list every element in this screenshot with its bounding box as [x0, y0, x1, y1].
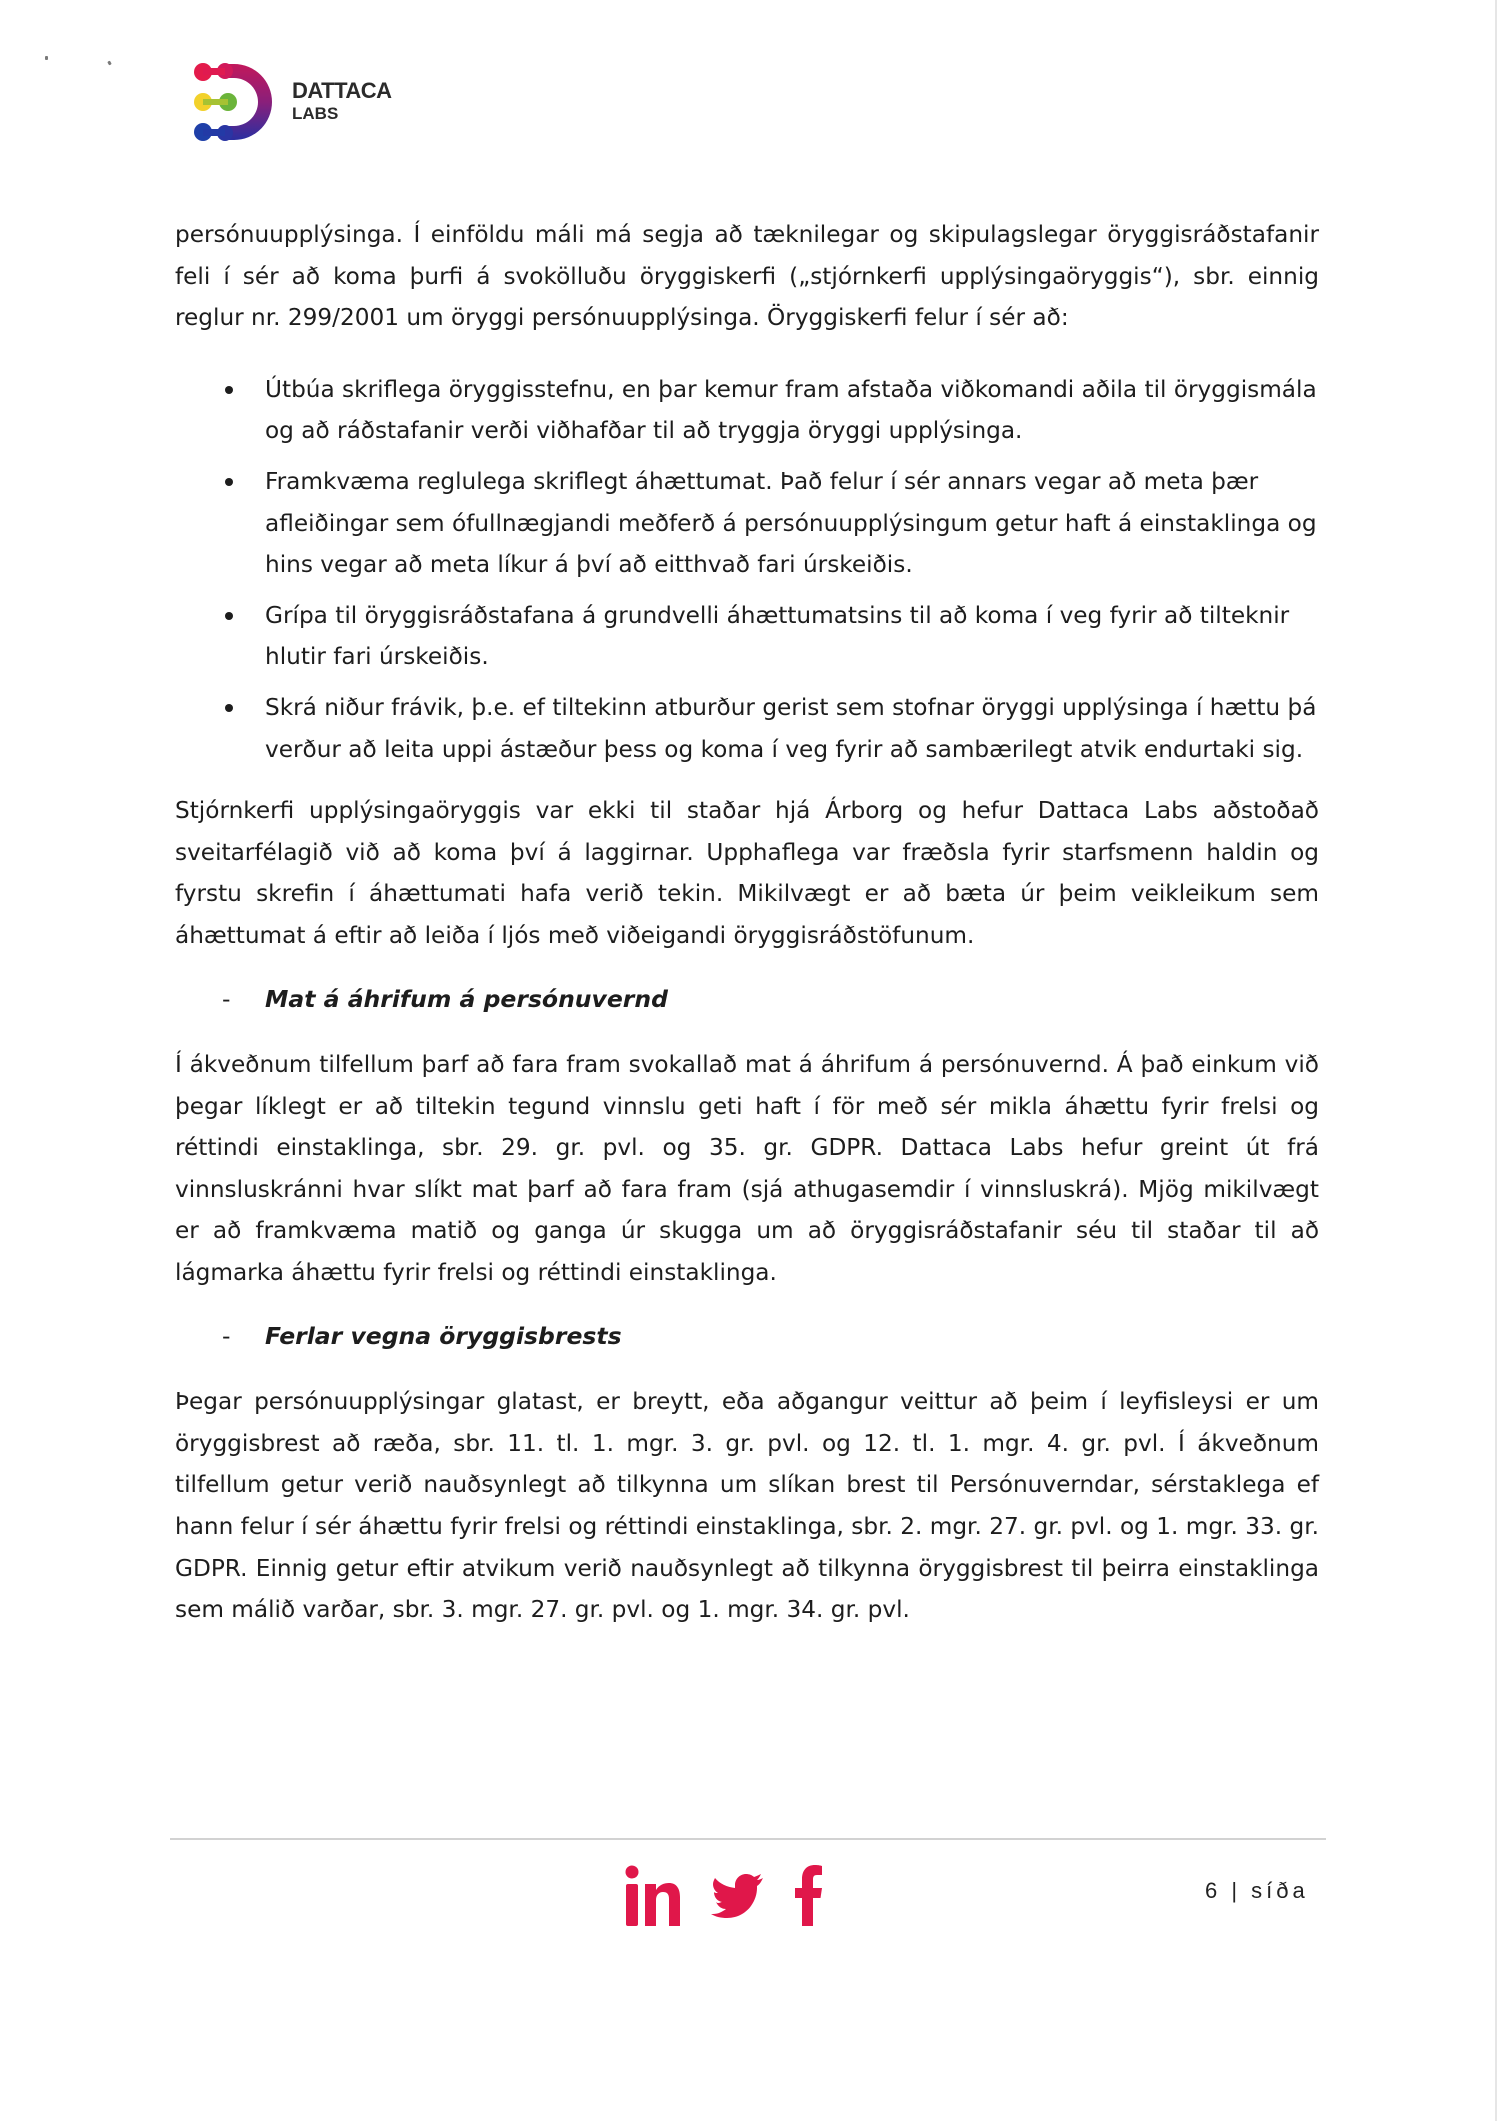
section-heading-breach-procedures	[175, 1316, 1319, 1358]
document-body	[175, 214, 1319, 1631]
heading-text: Mat á áhrifum á persónuvernd	[265, 984, 668, 1013]
page-number: 6 | síða	[1205, 1878, 1309, 1903]
list-item-text: Grípa til öryggisráðstafana á grundvelli áhættumatsins til að koma í veg fyrir að tilteknir hlutir fari úrskeiðis.	[265, 601, 1290, 671]
list-item	[265, 595, 1319, 678]
logo-brand-name: DATTACA	[292, 78, 392, 103]
paragraph-breach-procedures: Þegar persónuupplýsingar glatast, er breytt, eða aðgangur veittur að þeim í leyfisleysi er um öryggisbrest að ræða, sbr. 11. tl. 1. mgr. 3. gr. pvl. og 12. tl. 1. mgr. 4. gr. pvl. Í ákveðnum tilfellum getur verið nauðsynlegt að tilkynna um slíkan brest til Persónuverndar, sérstaklega ef hann felur í sér áhættu fyrir frelsi og réttindi einstaklinga, sbr. 2. mgr. 27. gr. pvl. og 1. mgr. 33. gr. GDPR. Einnig getur eftir atvikum verið nauðsynlegt að tilkynna öryggisbrest til þeirra einstaklinga sem málið varðar, sbr. 3. mgr. 27. gr. pvl. og 1. mgr. 34. gr. pvl.	[175, 1388, 1319, 1624]
paragraph-intro: persónuupplýsinga. Í einföldu máli má segja að tæknilegar og skipulagslegar öryggisráðstafanir feli í sér að koma þurfi á svokölluðu öryggiskerfi („stjórnkerfi upplýsingaöryggis“), sbr. einnig reglur nr. 299/2001 um öryggi persónuupplýsinga. Öryggiskerfi felur í sér að:	[175, 221, 1319, 332]
company-logo	[192, 62, 422, 144]
paragraph-impact-assessment: Í ákveðnum tilfellum þarf að fara fram svokallað mat á áhrifum á persónuvernd. Á það einkum við þegar líklegt er að tiltekin tegund vinnslu geti haft í för með sér mikla áhættu fyrir frelsi og réttindi einstaklinga, sbr. 29. gr. pvl. og 35. gr. GDPR. Dattaca Labs hefur greint út frá vinnsluskránni hvar slíkt mat þarf að fara fram (sjá athugasemdir í vinnsluskrá). Mjög mikilvægt er að framkvæma matið og ganga úr skugga um að öryggisráðstafanir séu til staðar til að lágmarka áhættu fyrir frelsi og réttindi einstaklinga.	[175, 1051, 1319, 1287]
heading-text: Ferlar vegna öryggisbrests	[265, 1321, 622, 1350]
paragraph-arborg: Stjórnkerfi upplýsingaöryggis var ekki til staðar hjá Árborg og hefur Dattaca Labs aðstoðað sveitarfélagið við að koma því á laggirnar. Upphaflega var fræðsla fyrir starfsmenn haldin og fyrstu skrefin í áhættumati hafa verið tekin. Mikilvægt er að bæta úr þeim veikleikum sem áhættumat á eftir að leiða í ljós með viðeigandi öryggisráðstöfunum.	[175, 797, 1319, 949]
dattaca-logo-mark-icon	[192, 62, 276, 142]
list-item-text: Framkvæma reglulega skriflegt áhættumat. Það felur í sér annars vegar að meta þær afleiðingar sem ófullnægjandi meðferð á persónuupplýsingum getur haft á einstaklinga og hins vegar að meta líkur á því að eitthvað fari úrskeiðis.	[265, 467, 1317, 579]
list-item-text: Útbúa skriflega öryggisstefnu, en þar kemur fram afstaða viðkomandi aðila til öryggismála og að ráðstafanir verði viðhafðar til að tryggja öryggi upplýsinga.	[265, 375, 1317, 445]
list-item	[265, 461, 1319, 586]
facebook-icon[interactable]	[793, 1864, 823, 1928]
bullet-icon	[225, 704, 233, 712]
linkedin-icon[interactable]	[625, 1864, 681, 1928]
bullet-icon	[225, 386, 233, 394]
list-item	[265, 687, 1319, 770]
security-system-list	[175, 369, 1319, 770]
list-item-text: Skrá niður frávik, þ.e. ef tiltekinn atburður gerist sem stofnar öryggi upplýsinga í hættu þá verður að leita uppi ástæður þess og koma í veg fyrir að sambærilegt atvik endurtaki sig.	[265, 693, 1317, 763]
logo-wordmark	[292, 80, 392, 122]
heading-dash: -	[222, 984, 231, 1013]
footer-divider	[170, 1838, 1326, 1840]
scan-edge	[1495, 0, 1497, 2121]
logo-brand-subtitle: LABS	[292, 104, 339, 123]
heading-dash: -	[222, 1321, 231, 1350]
list-item	[265, 369, 1319, 452]
scan-speck	[45, 56, 48, 60]
bullet-icon	[225, 612, 233, 620]
section-heading-impact-assessment	[175, 979, 1319, 1021]
scan-speck	[107, 61, 112, 66]
twitter-icon[interactable]	[711, 1870, 763, 1922]
bullet-icon	[225, 478, 233, 486]
social-links	[625, 1862, 823, 1928]
